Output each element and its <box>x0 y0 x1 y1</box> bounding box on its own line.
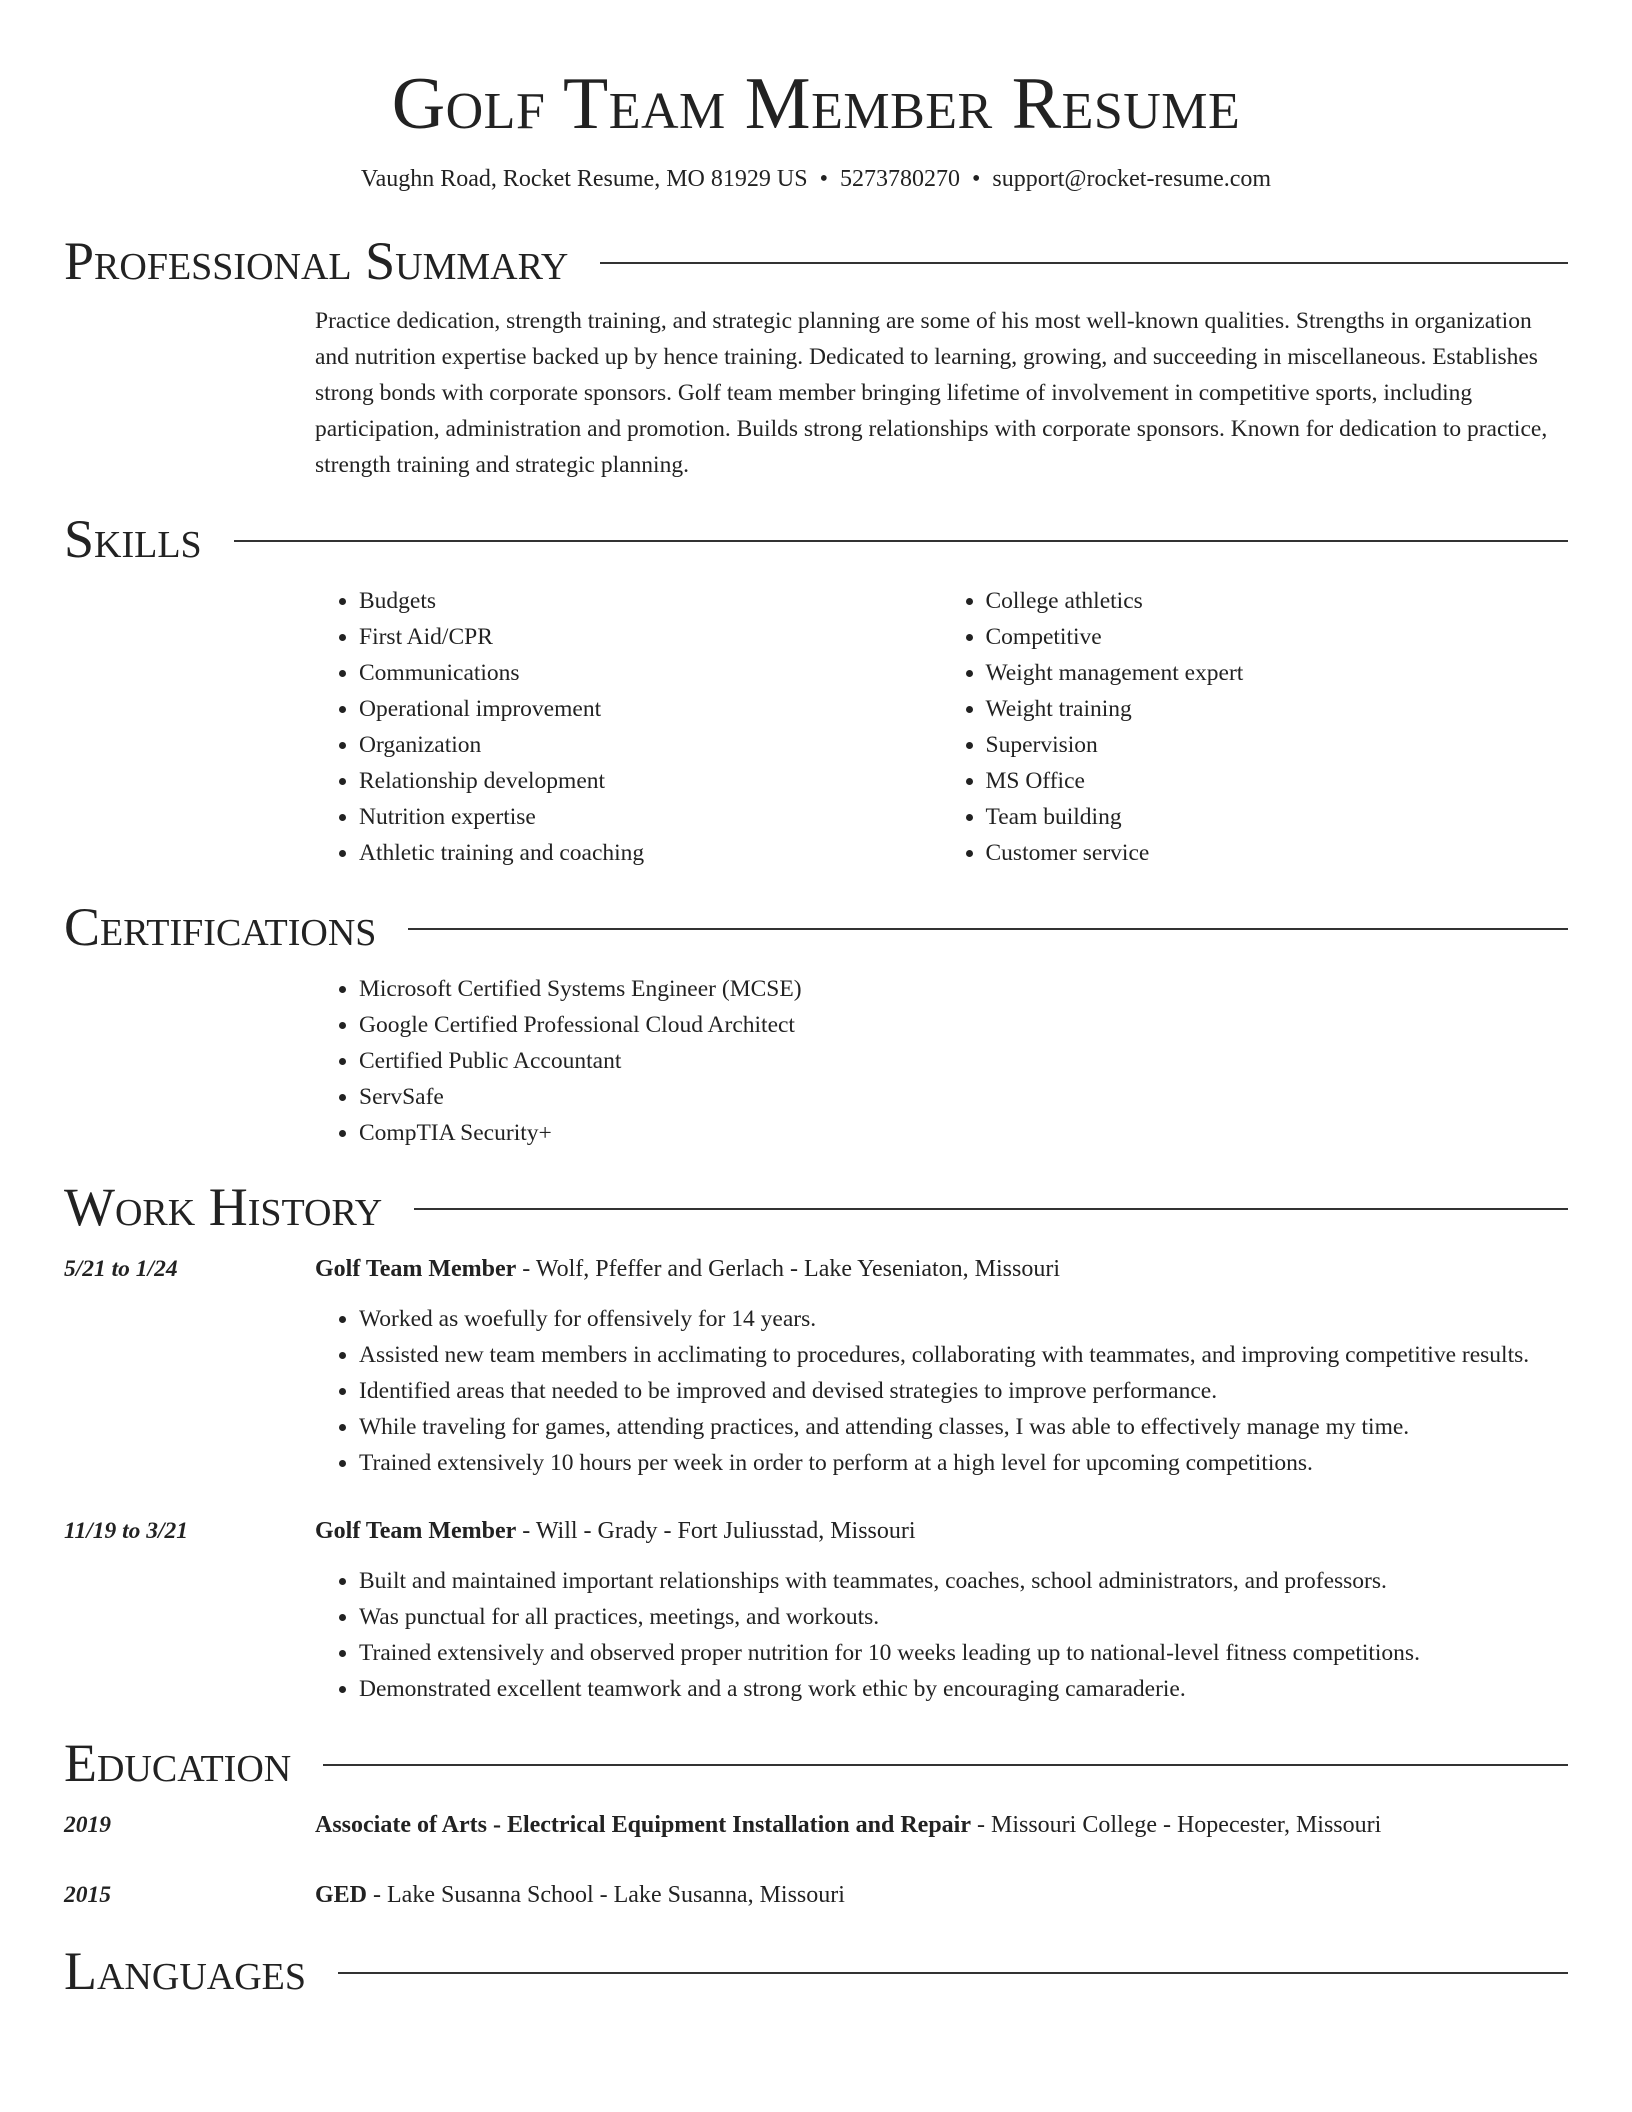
list-item: • Demonstrated excellent teamwork and a strong work ethic by encouraging camaraderie. <box>359 1671 1568 1707</box>
section-divider <box>323 1764 1568 1766</box>
education-line <box>315 1807 1568 1843</box>
job-entry <box>64 1251 1568 1481</box>
education-section <box>64 1727 1568 1913</box>
certifications-content <box>315 971 1568 1151</box>
job-dates: 5/21 to 1/24 <box>64 1256 178 1282</box>
list-item: • Microsoft Certified Systems Engineer (MCSE) <box>359 971 1568 1007</box>
list-item: • Trained extensively 10 hours per week in order to perform at a high level for upcoming competitions. <box>359 1445 1568 1481</box>
list-item: • ServSafe <box>359 1079 1568 1115</box>
certifications-section <box>64 891 1568 1151</box>
job-bullets <box>315 1563 1568 1707</box>
list-item: • Communications <box>359 655 942 691</box>
section-divider <box>600 262 1568 264</box>
job-details: - Wolf, Pfeffer and Gerlach - Lake Yeseniaton, Missouri <box>516 1256 1061 1282</box>
education-degree: Associate of Arts - Electrical Equipment Installation and Repair <box>315 1812 971 1838</box>
list-item: • Budgets <box>359 583 942 619</box>
education-year: 2015 <box>64 1882 111 1908</box>
list-item: • Organization <box>359 727 942 763</box>
section-divider <box>408 928 1568 930</box>
list-item: • College athletics <box>986 583 1569 619</box>
section-title: Certifications <box>64 897 377 957</box>
section-header <box>64 1727 1568 1799</box>
section-header <box>64 891 1568 963</box>
list-item: • Customer service <box>986 835 1569 871</box>
list-item: • Competitive <box>986 619 1569 655</box>
section-header <box>64 1171 1568 1243</box>
list-item: • Certified Public Accountant <box>359 1043 1568 1079</box>
section-title: Skills <box>64 509 202 569</box>
list-item: • Athletic training and coaching <box>359 835 942 871</box>
list-item: • Operational improvement <box>359 691 942 727</box>
education-details: - Lake Susanna School - Lake Susanna, Missouri <box>367 1882 845 1908</box>
job-bullet-list <box>315 1301 1568 1481</box>
job-bullets <box>315 1301 1568 1481</box>
job-details: - Will - Grady - Fort Juliusstad, Missouri <box>516 1518 916 1544</box>
job-title-line <box>315 1513 1568 1549</box>
education-degree: GED <box>315 1882 368 1908</box>
job-role: Golf Team Member <box>315 1518 517 1544</box>
contact-phone: 5273780270 <box>839 166 960 192</box>
skills-section <box>64 503 1568 871</box>
education-details: - Missouri College - Hopecester, Missouri <box>970 1812 1382 1838</box>
job-bullet-list <box>315 1563 1568 1707</box>
section-divider <box>414 1208 1568 1210</box>
job-header <box>64 1251 1568 1287</box>
languages-section <box>64 1935 1568 2007</box>
list-item: • Nutrition expertise <box>359 799 942 835</box>
education-line <box>315 1877 1568 1913</box>
list-item: • CompTIA Security+ <box>359 1115 1568 1151</box>
list-item: • Assisted new team members in acclimating to procedures, collaborating with teammates, and improving competitive results. <box>359 1337 1568 1373</box>
list-item: • Trained extensively and observed proper nutrition for 10 weeks leading up to national-level fitness competitions. <box>359 1635 1568 1671</box>
job-title-line <box>315 1251 1568 1287</box>
list-item: • First Aid/CPR <box>359 619 942 655</box>
list-item: • Was punctual for all practices, meetings, and workouts. <box>359 1599 1568 1635</box>
section-title: Education <box>64 1733 292 1793</box>
education-entry <box>64 1807 1568 1843</box>
section-title: Languages <box>64 1941 306 2001</box>
summary-text: Practice dedication, strength training, and strategic planning are some of his most well-known qualities. Strengths in organization and nutrition expertise backed up by hence training. Dedicated to learning, growing, and succeeding in miscellaneous. Establishes strong bonds with corporate sponsors. Golf team member bringing lifetime of involvement in competitive sports, including participation, administration and promotion. Builds strong relationships with corporate sponsors. Known for dedication to practice, strength training and strategic planning. <box>315 308 1548 478</box>
list-item: • Google Certified Professional Cloud Architect <box>359 1007 1568 1043</box>
education-year: 2019 <box>64 1812 111 1838</box>
work-history-section <box>64 1171 1568 1707</box>
list-item: • Team building <box>986 799 1569 835</box>
contact-separator: • <box>971 166 981 192</box>
certifications-list <box>315 971 1568 1151</box>
job-role: Golf Team Member <box>315 1256 517 1282</box>
contact-email: support@rocket-resume.com <box>992 166 1272 192</box>
list-item: • Weight management expert <box>986 655 1569 691</box>
section-header <box>64 503 1568 575</box>
skills-list-right <box>942 583 1569 871</box>
summary-section <box>64 225 1568 483</box>
section-title: Professional Summary <box>64 231 569 291</box>
list-item: • Relationship development <box>359 763 942 799</box>
list-item: • Worked as woefully for offensively for 14 years. <box>359 1301 1568 1337</box>
list-item: • While traveling for games, attending practices, and attending classes, I was able to effectively manage my time. <box>359 1409 1568 1445</box>
resume-title: Golf Team Member Resume <box>391 63 1241 145</box>
job-header <box>64 1513 1568 1549</box>
list-item: • Identified areas that needed to be improved and devised strategies to improve performance. <box>359 1373 1568 1409</box>
contact-address: Vaughn Road, Rocket Resume, MO 81929 US <box>360 166 808 192</box>
skills-list-left <box>315 583 942 871</box>
section-header <box>64 225 1568 297</box>
education-entry <box>64 1877 1568 1913</box>
section-divider <box>234 540 1568 542</box>
summary-content <box>315 303 1568 483</box>
section-divider <box>338 1972 1568 1974</box>
list-item: • Supervision <box>986 727 1569 763</box>
job-entry <box>64 1513 1568 1707</box>
contact-line <box>64 166 1568 193</box>
section-header <box>64 1935 1568 2007</box>
contact-separator: • <box>819 166 828 192</box>
skills-grid <box>315 583 1568 871</box>
list-item: • Built and maintained important relationships with teammates, coaches, school administrators, and professors. <box>359 1563 1568 1599</box>
job-dates: 11/19 to 3/21 <box>64 1518 189 1544</box>
list-item: • Weight training <box>986 691 1569 727</box>
list-item: • MS Office <box>986 763 1569 799</box>
section-title: Work History <box>64 1177 383 1237</box>
